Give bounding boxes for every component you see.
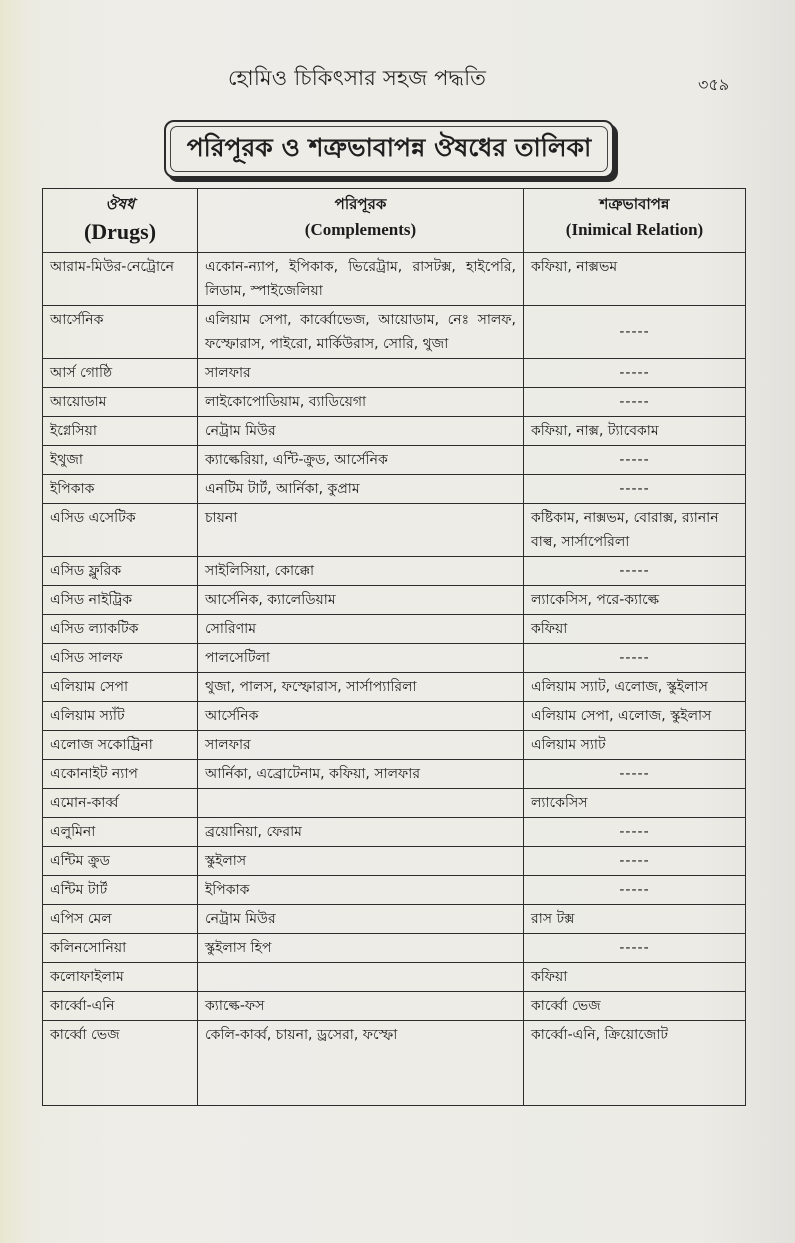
inimical-cell: ----- [524,359,746,388]
drug-cell: আর্সেনিক [43,306,198,359]
table-row [43,306,746,359]
empty-cell [43,1049,198,1106]
inimical-cell: ----- [524,876,746,905]
complements-cell: আর্নিকা, এব্রোটেনাম, কফিয়া, সালফার [198,760,524,789]
complements-cell: এলিয়াম সেপা, কার্ব্বোভেজ, আয়োডাম, নেঃ সালফ, ফস্ফোরাস, পাইরো, মার্কিউরাস, সোরি, থুজা [198,306,524,359]
complements-cell: আর্সেনিক [198,702,524,731]
complements-cell: থুজা, পালস, ফস্ফোরাস, সার্সাপ্যারিলা [198,673,524,702]
header-inimical [524,189,746,253]
complements-cell: নেট্রাম মিউর [198,905,524,934]
drug-cell: এলোজ সকোট্রিনা [43,731,198,760]
inimical-cell: কার্ব্বো ভেজ [524,992,746,1021]
table-row [43,760,746,789]
drug-cell: এসিড ল্যাকটিক [43,615,198,644]
table-row [43,876,746,905]
table-row [43,847,746,876]
drug-cell: কার্ব্বো-এনি [43,992,198,1021]
complements-cell: লাইকোপোডিয়াম, ব্যাডিয়েগা [198,388,524,417]
complements-cell: সালফার [198,731,524,760]
empty-cell [198,1049,524,1106]
drug-cell: ইগ্নেসিয়া [43,417,198,446]
table-row [43,1021,746,1050]
table-row [43,789,746,818]
drug-cell: কলোফাইলাম [43,963,198,992]
header-complements [198,189,524,253]
complements-cell: এনটিম টার্ট, আর্নিকা, কুপ্রাম [198,475,524,504]
complements-cell [198,963,524,992]
complements-cell: পালসেটিলা [198,644,524,673]
drug-cell: আরাম-মিউর-নেট্রোনে [43,253,198,306]
table-title-box [164,120,614,178]
table-row [43,818,746,847]
table-title: পরিপূরক ও শত্রুভাবাপন্ন ঔষধের তালিকা [186,132,592,162]
header-inimical-en: (Inimical Relation) [565,220,704,239]
running-title: হোমিও চিকিৎসার সহজ পদ্ধতি [228,66,487,90]
header-drugs [43,189,198,253]
complements-cell: ব্রয়োনিয়া, ফেরাম [198,818,524,847]
drug-cell: কার্ব্বো ভেজ [43,1021,198,1050]
inimical-cell: কার্ব্বো-এনি, ক্রিয়োজোট [524,1021,746,1050]
drug-cell: কলিনসোনিয়া [43,934,198,963]
inimical-cell: এলিয়াম স্যাট, এলোজ, স্কুইলাস [524,673,746,702]
drug-cell: আর্স গোষ্ঠি [43,359,198,388]
drug-cell: এলিয়াম স্যাঁট [43,702,198,731]
complements-cell: সাইলিসিয়া, কোক্কো [198,557,524,586]
inimical-cell: ----- [524,644,746,673]
inimical-cell: ল্যাকেসিস, পরে-ক্যাল্কে [524,586,746,615]
complements-cell: চায়না [198,504,524,557]
complements-cell: একোন-ন্যাপ, ইপিকাক, ভিরেট্রাম, রাসটক্স, হাইপেরি, লিডাম, স্পাইজেলিয়া [198,253,524,306]
table-row [43,504,746,557]
table-row [43,673,746,702]
table-row [43,702,746,731]
drug-cell: একোনাইট ন্যাপ [43,760,198,789]
table-row [43,359,746,388]
table-row [43,992,746,1021]
empty-cell [524,1049,746,1106]
table-trailing-space [43,1049,746,1106]
complements-cell [198,789,524,818]
drug-cell: এলুমিনা [43,818,198,847]
header-drugs-en: (Drugs) [83,219,157,244]
table-row [43,253,746,306]
header-inimical-bn: শত্রুভাবাপন্ন [599,195,670,213]
drug-cell: আয়োডাম [43,388,198,417]
complements-cell: নেট্রাম মিউর [198,417,524,446]
inimical-cell: এলিয়াম সেপা, এলোজ, স্কুইলাস [524,702,746,731]
drug-cell: এসিড সালফ [43,644,198,673]
drug-cell: এসিড নাইট্রিক [43,586,198,615]
table-row [43,475,746,504]
inimical-cell: কফিয়া [524,963,746,992]
complements-cell: ক্যাল্কেরিয়া, এন্টি-ক্রুড, আর্সেনিক [198,446,524,475]
drug-cell: ইথুজা [43,446,198,475]
inimical-cell: ----- [524,306,746,359]
drug-cell: ইপিকাক [43,475,198,504]
drug-cell: এসিড ফ্লুরিক [43,557,198,586]
table-row [43,586,746,615]
complements-cell: ক্যাল্কে-ফস [198,992,524,1021]
inimical-cell: ----- [524,388,746,417]
running-header [0,58,795,98]
inimical-cell: ----- [524,818,746,847]
table-row [43,731,746,760]
table-row [43,644,746,673]
drug-cell: এলিয়াম সেপা [43,673,198,702]
inimical-cell: ----- [524,934,746,963]
inimical-cell: ----- [524,847,746,876]
complements-cell: সোরিণাম [198,615,524,644]
complements-cell: সালফার [198,359,524,388]
complements-cell: স্কুইলাস হিপ [198,934,524,963]
drug-cell: এমোন-কার্ব্ব [43,789,198,818]
complements-cell: ইপিকাক [198,876,524,905]
inimical-cell: ----- [524,446,746,475]
inimical-cell: এলিয়াম স্যাট [524,731,746,760]
drug-cell: এন্টিম ক্রুড [43,847,198,876]
drug-cell: এপিস মেল [43,905,198,934]
inimical-cell: ----- [524,760,746,789]
inimical-cell: ল্যাকেসিস [524,789,746,818]
table-row [43,934,746,963]
table-body [43,253,746,1106]
inimical-cell: কফিয়া, নাক্স, ট্যাবেকাম [524,417,746,446]
table-row [43,388,746,417]
inimical-cell: ----- [524,475,746,504]
table-row [43,557,746,586]
page-number: ৩৫৯ [698,75,730,94]
complements-cell: কেলি-কার্ব্ব, চায়না, ড্রসেরা, ফস্ফো [198,1021,524,1050]
complements-cell: আর্সেনিক, ক্যালেডিয়াম [198,586,524,615]
drug-cell: এসিড এসেটিক [43,504,198,557]
inimical-cell: কষ্টিকাম, নাক্সভম, বোরাক্স, র‍্যানান বাল্ব, সার্সাপেরিলা [524,504,746,557]
header-complements-en: (Complements) [304,220,417,239]
inimical-cell: কফিয়া, নাক্সভম [524,253,746,306]
inimical-cell: কফিয়া [524,615,746,644]
inimical-cell: রাস টক্স [524,905,746,934]
drug-relations-table [42,188,746,1106]
header-complements-bn: পরিপূরক [334,195,387,213]
table-row [43,963,746,992]
table-row [43,446,746,475]
complements-cell: স্কুইলাস [198,847,524,876]
table-row [43,905,746,934]
header-drugs-bn: ঔষধ [105,195,135,213]
table-row [43,417,746,446]
table-row [43,615,746,644]
table-header-row [43,189,746,253]
drug-cell: এন্টিম টার্ট [43,876,198,905]
inimical-cell: ----- [524,557,746,586]
